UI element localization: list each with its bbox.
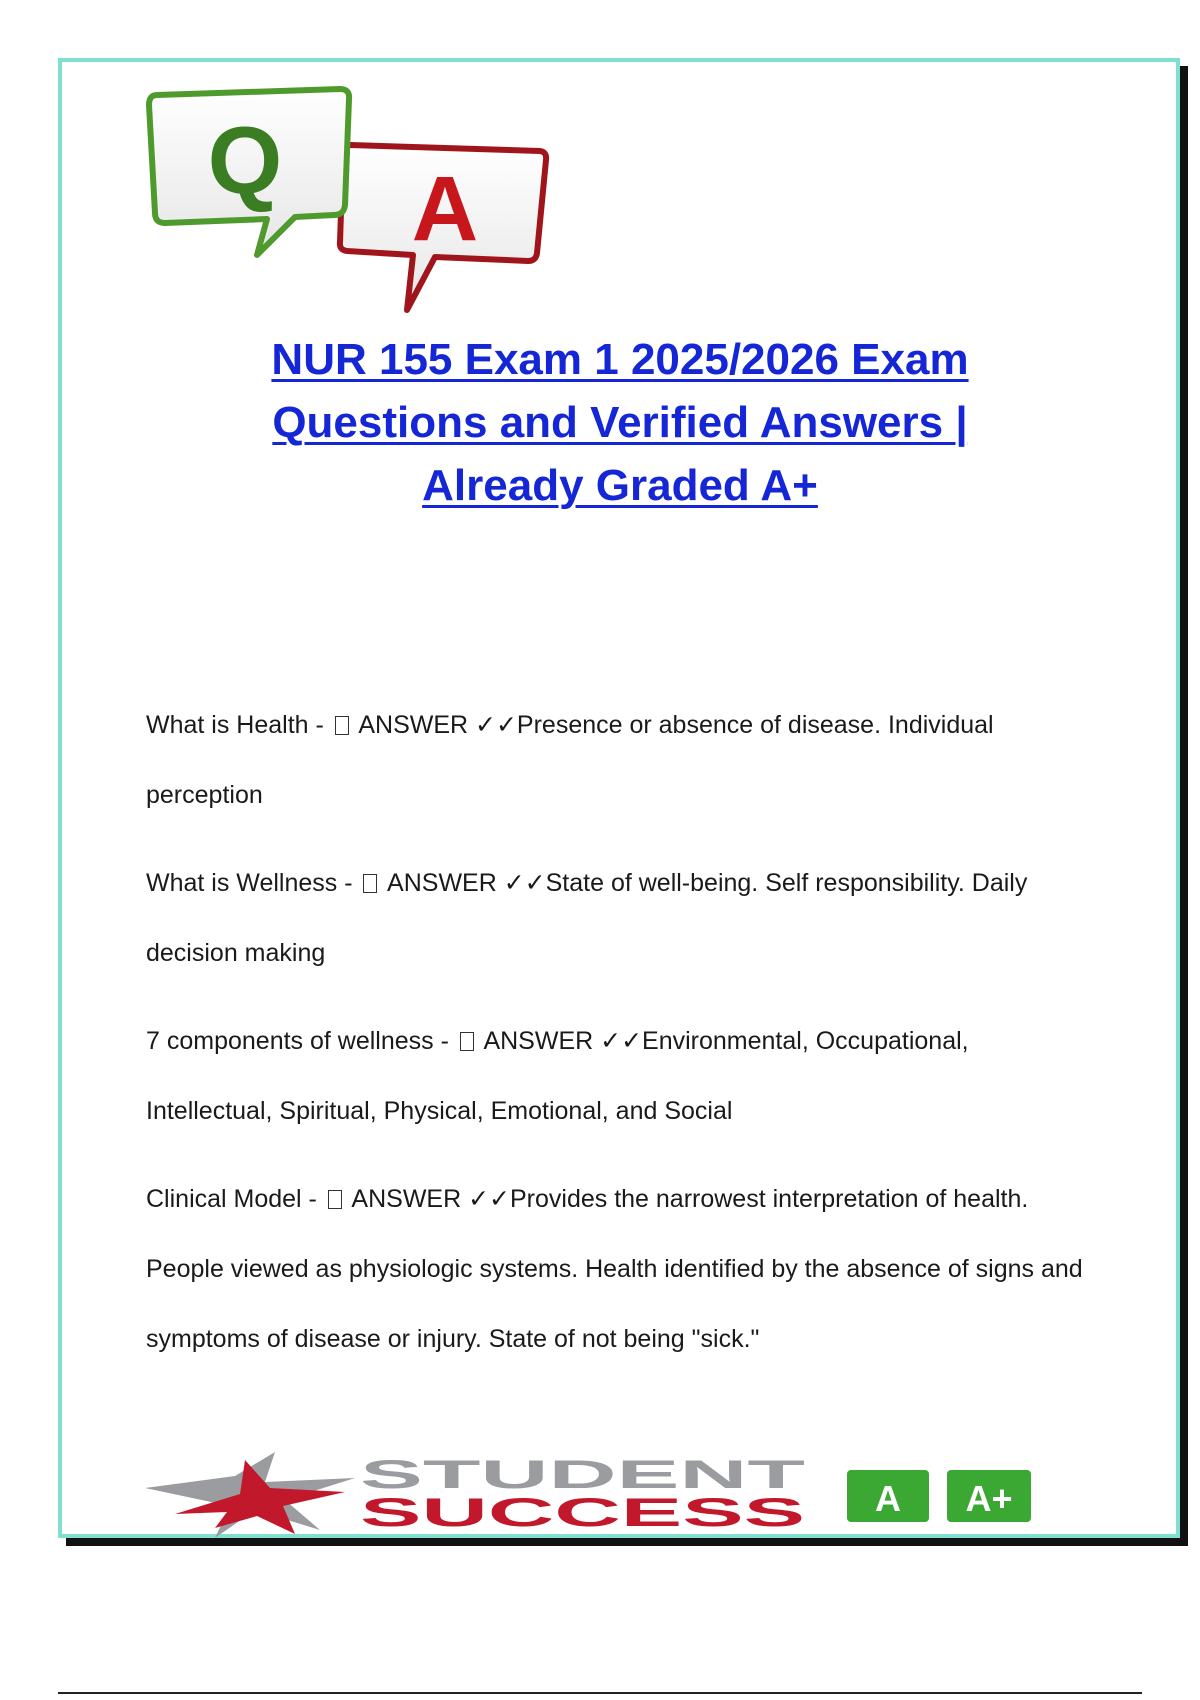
- bottom-rule: [58, 1692, 1142, 1694]
- title-line-2[interactable]: Questions and Verified Answers |: [272, 398, 968, 447]
- qa-item: [146, 690, 1086, 830]
- missing-glyph-icon: [335, 716, 349, 735]
- qa-list: [146, 690, 1086, 1392]
- answer-text: Environmental, Occupational, Intellectual, Spiritual, Physical, Emotional, and Social: [146, 1027, 969, 1125]
- question-text: What is Health -: [146, 711, 331, 739]
- question-text: Clinical Model -: [146, 1185, 324, 1213]
- footer-word-student: STUDENT: [360, 1453, 805, 1497]
- title-line-3[interactable]: Already Graded A+: [422, 461, 818, 510]
- grade-badge-a-plus: [947, 1470, 1031, 1522]
- answer-text: State of well-being. Self responsibility. Daily decision making: [146, 869, 1028, 967]
- missing-glyph-icon: [328, 1190, 342, 1209]
- missing-glyph-icon: [363, 874, 377, 893]
- grade-badge-a: [847, 1470, 929, 1522]
- footer-word-success: SUCCESS: [360, 1491, 805, 1535]
- answer-letter: A: [411, 158, 479, 260]
- answer-text: Provides the narrowest interpretation of health. People viewed as physiologic systems. Health identified by the absence of signs and symptoms of disease or injury. State of not being "sick.": [146, 1185, 1083, 1353]
- answer-bubble-icon: [340, 145, 546, 310]
- answer-label: ANSWER ✓✓: [477, 1027, 643, 1055]
- answer-text: Presence or absence of disease. Individual perception: [146, 711, 994, 809]
- answer-label: ANSWER ✓✓: [352, 711, 517, 739]
- qa-logo: [145, 85, 565, 325]
- document-title[interactable]: [160, 328, 1080, 517]
- student-success-logo: [145, 1448, 1075, 1540]
- title-line-1[interactable]: NUR 155 Exam 1 2025/2026 Exam: [271, 335, 969, 384]
- badge-a-plus-label: A+: [965, 1478, 1013, 1519]
- question-letter: Q: [207, 107, 283, 214]
- badge-a-label: A: [875, 1478, 901, 1519]
- qa-item: [146, 848, 1086, 988]
- missing-glyph-icon: [460, 1032, 474, 1051]
- answer-label: ANSWER ✓✓: [381, 869, 546, 897]
- question-text: 7 components of wellness -: [146, 1027, 456, 1055]
- question-text: What is Wellness -: [146, 869, 360, 897]
- qa-item: [146, 1164, 1086, 1374]
- qa-item: [146, 1006, 1086, 1146]
- question-bubble-icon: [149, 89, 349, 255]
- star-swoosh-icon: [145, 1452, 355, 1538]
- answer-label: ANSWER ✓✓: [345, 1185, 510, 1213]
